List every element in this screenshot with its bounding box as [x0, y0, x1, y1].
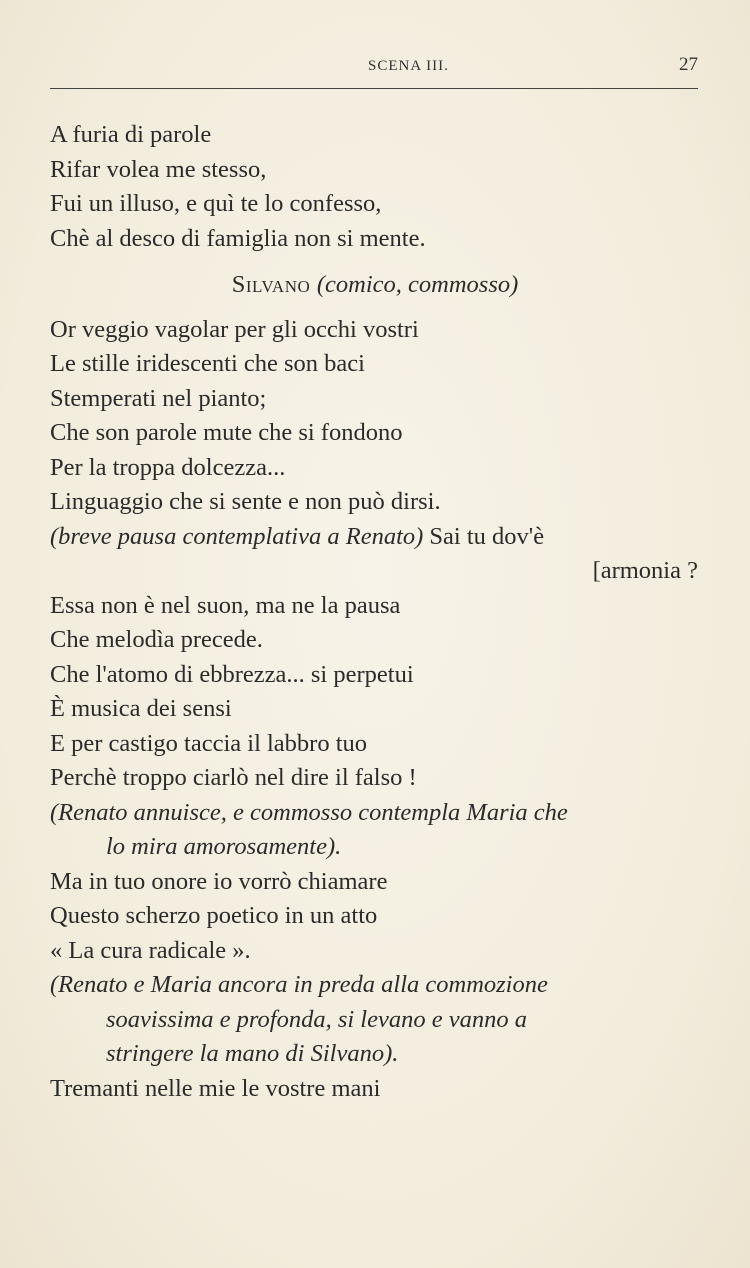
verse-continuation: [armonia ? — [592, 557, 698, 584]
verse-line: Fui un illuso, e quì te lo confesso, — [50, 190, 382, 217]
page-number: 27 — [679, 54, 698, 75]
stage-direction: lo mira amorosamente). — [106, 833, 342, 860]
speaker-name: Silvano — [231, 271, 311, 298]
verse-line: Linguaggio che si sente e non può dirsi. — [50, 488, 441, 515]
verse-text: Sai tu dov'è — [429, 522, 545, 550]
verse-line: Per la troppa dolcezza... — [50, 453, 286, 481]
verse-line: Perchè troppo ciarlò nel dire il falso ! — [50, 764, 417, 791]
verse-line: Tremanti nelle mie le vostre mani — [50, 1074, 381, 1102]
verse-line: Questo scherzo poetico in un atto — [50, 902, 378, 929]
stage-direction: (Renato annuisce, e commosso contempla Maria che — [50, 798, 568, 826]
page-body — [50, 118, 700, 1106]
verse-line: Rifar volea me stesso, — [50, 155, 267, 183]
verse-line: Chè al desco di famiglia non si mente. — [50, 224, 426, 252]
verse-line: Le stille iridescenti che son baci — [50, 350, 365, 377]
speaker-direction: (comico, commosso) — [316, 271, 519, 298]
verse-line: « La cura radicale ». — [50, 936, 251, 964]
verse-line: Stemperati nel pianto; — [50, 384, 267, 412]
running-head: SCENA III. — [368, 58, 449, 74]
verse-line: È musica dei sensi — [50, 695, 232, 722]
verse-line: A furia di parole — [50, 121, 212, 148]
verse-line: Che l'atomo di ebbrezza... si perpetui — [50, 660, 414, 688]
stage-direction: soavissima e profonda, si levano e vanno a — [106, 1005, 527, 1033]
verse-line: Essa non è nel suon, ma ne la pausa — [50, 591, 401, 619]
verse-line: Che son parole mute che si fondono — [50, 419, 403, 446]
verse-line: Or veggio vagolar per gli occhi vostri — [50, 315, 419, 343]
stage-direction: (Renato e Maria ancora in preda alla commozione — [50, 971, 548, 998]
verse-line: Che melodìa precede. — [50, 626, 263, 653]
verse-line: E per castigo taccia il labbro tuo — [50, 729, 368, 757]
page-header — [50, 52, 698, 89]
pause-line — [50, 520, 700, 555]
verse-line: Ma in tuo onore io vorrò chiamare — [50, 867, 388, 895]
speaker-heading — [50, 268, 700, 303]
stage-direction: stringere la mano di Silvano). — [106, 1040, 399, 1067]
stage-direction: (breve pausa contemplativa a Renato) — [50, 522, 424, 550]
